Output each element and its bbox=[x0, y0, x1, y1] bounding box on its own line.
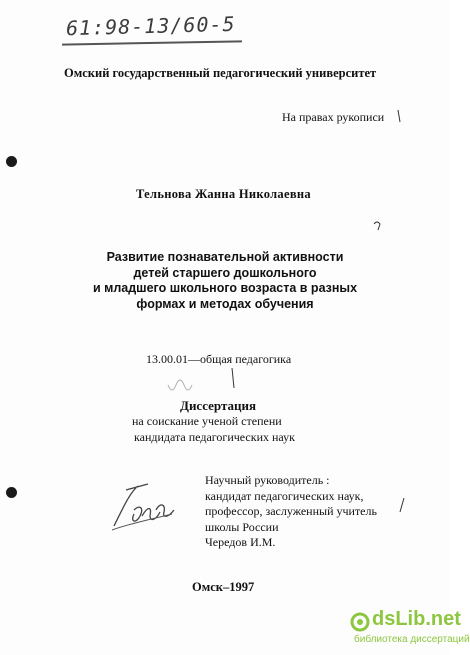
advisor-line: профессор, заслуженный учитель bbox=[205, 504, 377, 518]
handwritten-signature bbox=[108, 480, 178, 540]
title-line: детей старшего дошкольного bbox=[133, 265, 317, 280]
specialty-code: 13.00.01—общая педагогика bbox=[146, 352, 292, 366]
university-name: Омский государственный педагогический университет bbox=[64, 66, 377, 80]
watermark-brand: dsLib.net bbox=[372, 608, 461, 630]
document-type: Диссертация bbox=[180, 398, 257, 413]
degree-line-1: на соискание ученой степени bbox=[132, 414, 282, 428]
advisor-line: Научный руководитель : bbox=[205, 473, 330, 487]
degree-line-2: кандидата педагогических наук bbox=[134, 430, 295, 444]
handwritten-catalog-code: 61:98-13/60-5 bbox=[65, 11, 236, 41]
author-name: Тельнова Жанна Николаевна bbox=[136, 187, 311, 201]
advisor-line: Чередов И.М. bbox=[205, 535, 276, 549]
title-line: формах и методах обучения bbox=[136, 296, 314, 311]
title-line: Развитие познавательной активности bbox=[106, 250, 344, 264]
title-line: и младшего школьного возраста в разных bbox=[92, 281, 358, 295]
advisor-line: кандидат педагогических наук, bbox=[205, 488, 364, 503]
advisor-line: школы России bbox=[205, 519, 279, 534]
city-year: Омск–1997 bbox=[192, 580, 255, 594]
dslib-watermark bbox=[350, 608, 470, 652]
watermark-subtitle: библиотека диссертаций bbox=[354, 634, 470, 645]
dslib-logo-icon bbox=[350, 612, 370, 632]
manuscript-rights-note: На правах рукописи bbox=[282, 110, 385, 124]
scientific-advisor bbox=[205, 473, 377, 551]
